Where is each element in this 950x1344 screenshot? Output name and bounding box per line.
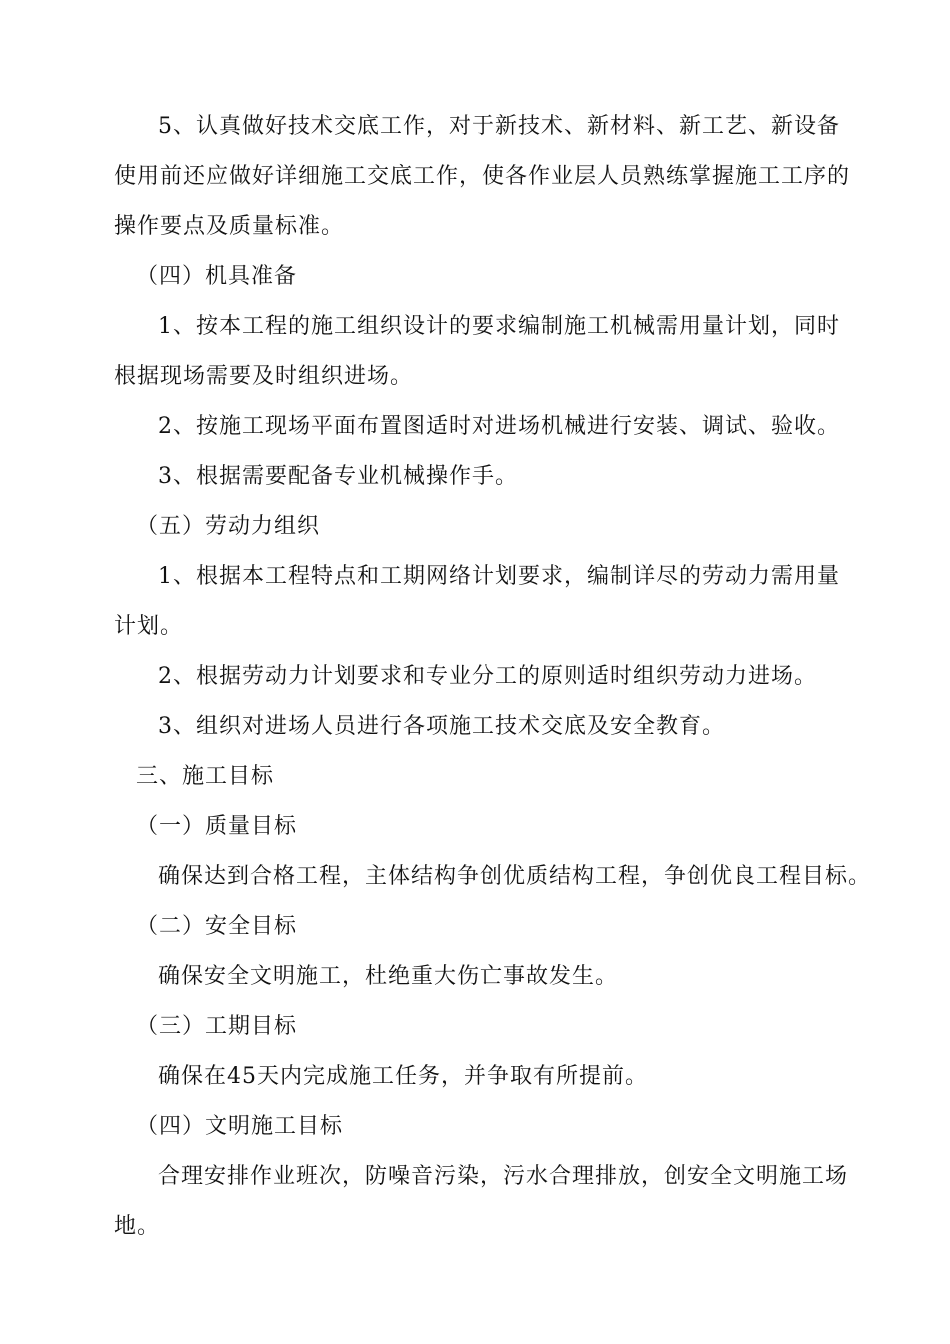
paragraph-line: 3、根据需要配备专业机械操作手。: [158, 464, 518, 489]
paragraph-line: 5、认真做好技术交底工作，对于新技术、新材料、新工艺、新设备: [158, 114, 840, 139]
paragraph-line: 2、按施工现场平面布置图适时对进场机械进行安装、调试、验收。: [158, 414, 840, 439]
paragraph-line: 计划。: [114, 614, 184, 639]
section-heading: （四）文明施工目标: [136, 1114, 344, 1139]
paragraph-line: 3、组织对进场人员进行各项施工技术交底及安全教育。: [158, 714, 725, 739]
chapter-heading: 三、施工目标: [136, 764, 275, 789]
paragraph-line: 合理安排作业班次，防噪音污染，污水合理排放，创安全文明施工场: [158, 1164, 849, 1189]
paragraph-line: 确保在45天内完成施工任务，并争取有所提前。: [158, 1064, 648, 1089]
paragraph-line: 地。: [114, 1214, 161, 1239]
paragraph-line: 使用前还应做好详细施工交底工作，使各作业层人员熟练掌握施工工序的: [114, 164, 851, 189]
section-heading: （二）安全目标: [136, 914, 298, 939]
paragraph-line: 2、根据劳动力计划要求和专业分工的原则适时组织劳动力进场。: [158, 664, 817, 689]
paragraph-line: 1、按本工程的施工组织设计的要求编制施工机械需用量计划，同时: [158, 314, 840, 339]
section-heading: （一）质量目标: [136, 814, 298, 839]
section-heading: （四）机具准备: [136, 264, 298, 289]
paragraph-line: 操作要点及质量标准。: [114, 214, 345, 239]
section-heading: （三）工期目标: [136, 1014, 298, 1039]
paragraph-line: 根据现场需要及时组织进场。: [114, 364, 414, 389]
paragraph-line: 1、根据本工程特点和工期网络计划要求，编制详尽的劳动力需用量: [158, 564, 840, 589]
paragraph-line: 确保达到合格工程，主体结构争创优质结构工程，争创优良工程目标。: [158, 864, 872, 889]
paragraph-line: 确保安全文明施工，杜绝重大伤亡事故发生。: [158, 964, 619, 989]
section-heading: （五）劳动力组织: [136, 514, 321, 539]
